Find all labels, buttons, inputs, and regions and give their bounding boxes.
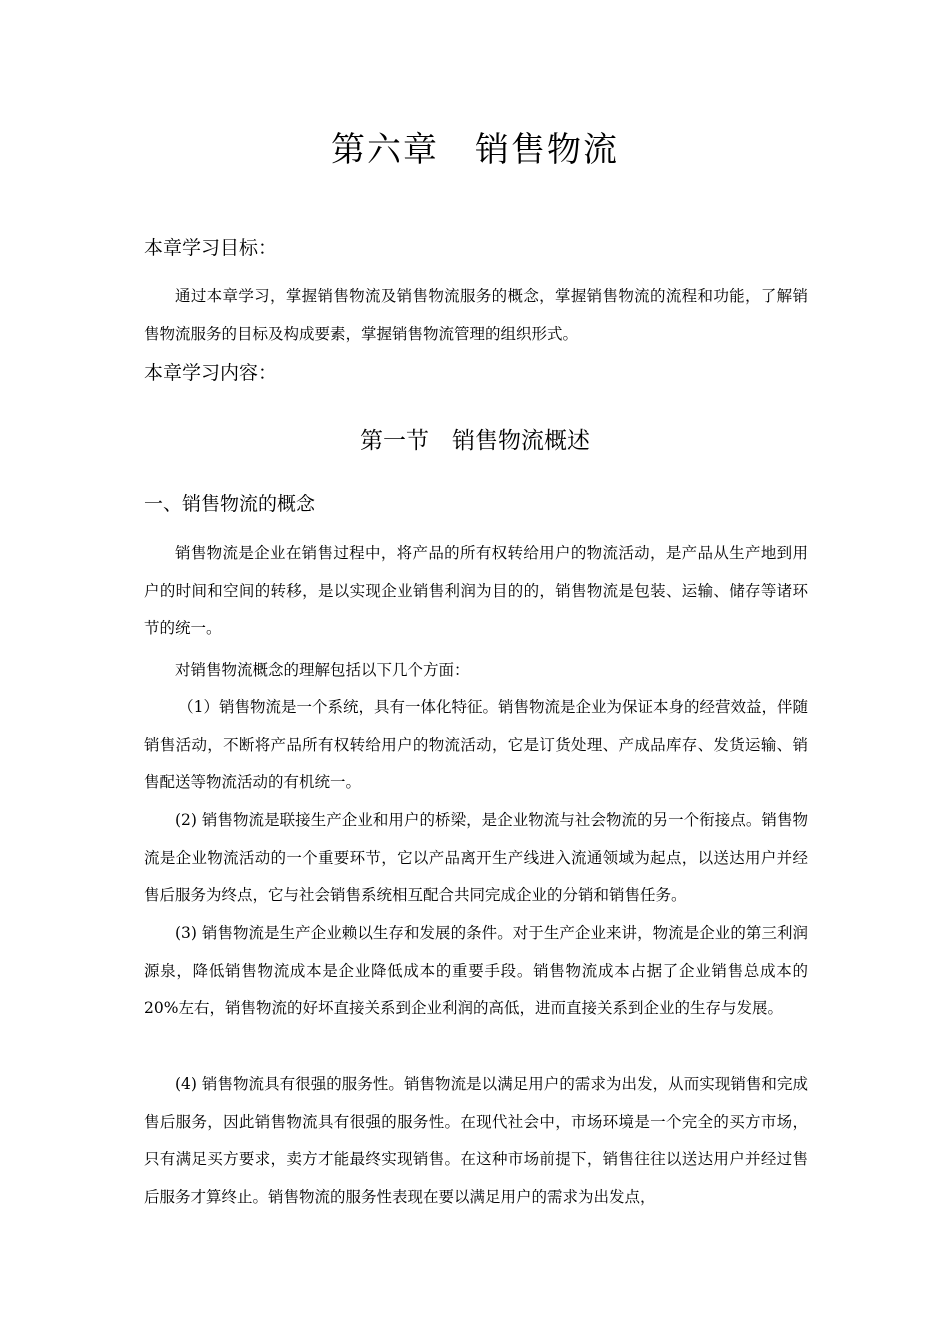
subsection-heading: 一、销售物流的概念: [144, 493, 316, 515]
objectives-heading: 本章学习目标：: [144, 237, 278, 259]
body-paragraph: 销售物流是企业在销售过程中，将产品的所有权转给用户的物流活动，是产品从生产地到用户的时间和空间的转移，是以实现企业销售利润为目的的，销售物流是包装、运输、储存等诸环节的统一。: [144, 544, 808, 637]
body-paragraph: 对销售物流概念的理解包括以下几个方面：: [175, 661, 470, 679]
objectives-paragraph: 通过本章学习，掌握销售物流及销售物流服务的概念，掌握销售物流的流程和功能，了解销售物流服务的目标及构成要素，掌握销售物流管理的组织形式。: [144, 287, 808, 343]
chapter-title: 第六章 销售物流: [331, 130, 619, 170]
body-paragraph: (4) 销售物流具有很强的服务性。销售物流是以满足用户的需求为出发，从而实现销售和完成售后服务，因此销售物流具有很强的服务性。在现代社会中，市场环境是一个完全的买方市场，只有满足买方要求，卖方才能最终实现销售。在这种市场前提下，销售往往以送达用户并经过售后服务才算终止。销售物流的服务性表现在要以满足用户的需求为出发点，: [144, 1075, 808, 1206]
contents-heading: 本章学习内容：: [144, 362, 278, 384]
body-paragraph: (2) 销售物流是联接生产企业和用户的桥梁，是企业物流与社会物流的另一个衔接点。销售物流是企业物流活动的一个重要环节，它以产品离开生产线进入流通领域为起点，以送达用户并经售后服务为终点，它与社会销售系统相互配合共同完成企业的分销和销售任务。: [144, 811, 808, 904]
body-paragraph: （1）销售物流是一个系统，具有一体化特征。销售物流是企业为保证本身的经营效益，伴随销售活动，不断将产品所有权转给用户的物流活动，它是订货处理、产成品库存、发货运输、销售配送等物流活动的有机统一。: [144, 698, 808, 791]
section-title: 第一节 销售物流概述: [360, 428, 590, 454]
body-paragraph: (3) 销售物流是生产企业赖以生存和发展的条件。对于生产企业来讲，物流是企业的第三利润源泉，降低销售物流成本是企业降低成本的重要手段。销售物流成本占据了企业销售总成本的 20%左右，销售物流的好坏直接关系到企业利润的高低，进而直接关系到企业的生存与发展。: [144, 924, 808, 1017]
